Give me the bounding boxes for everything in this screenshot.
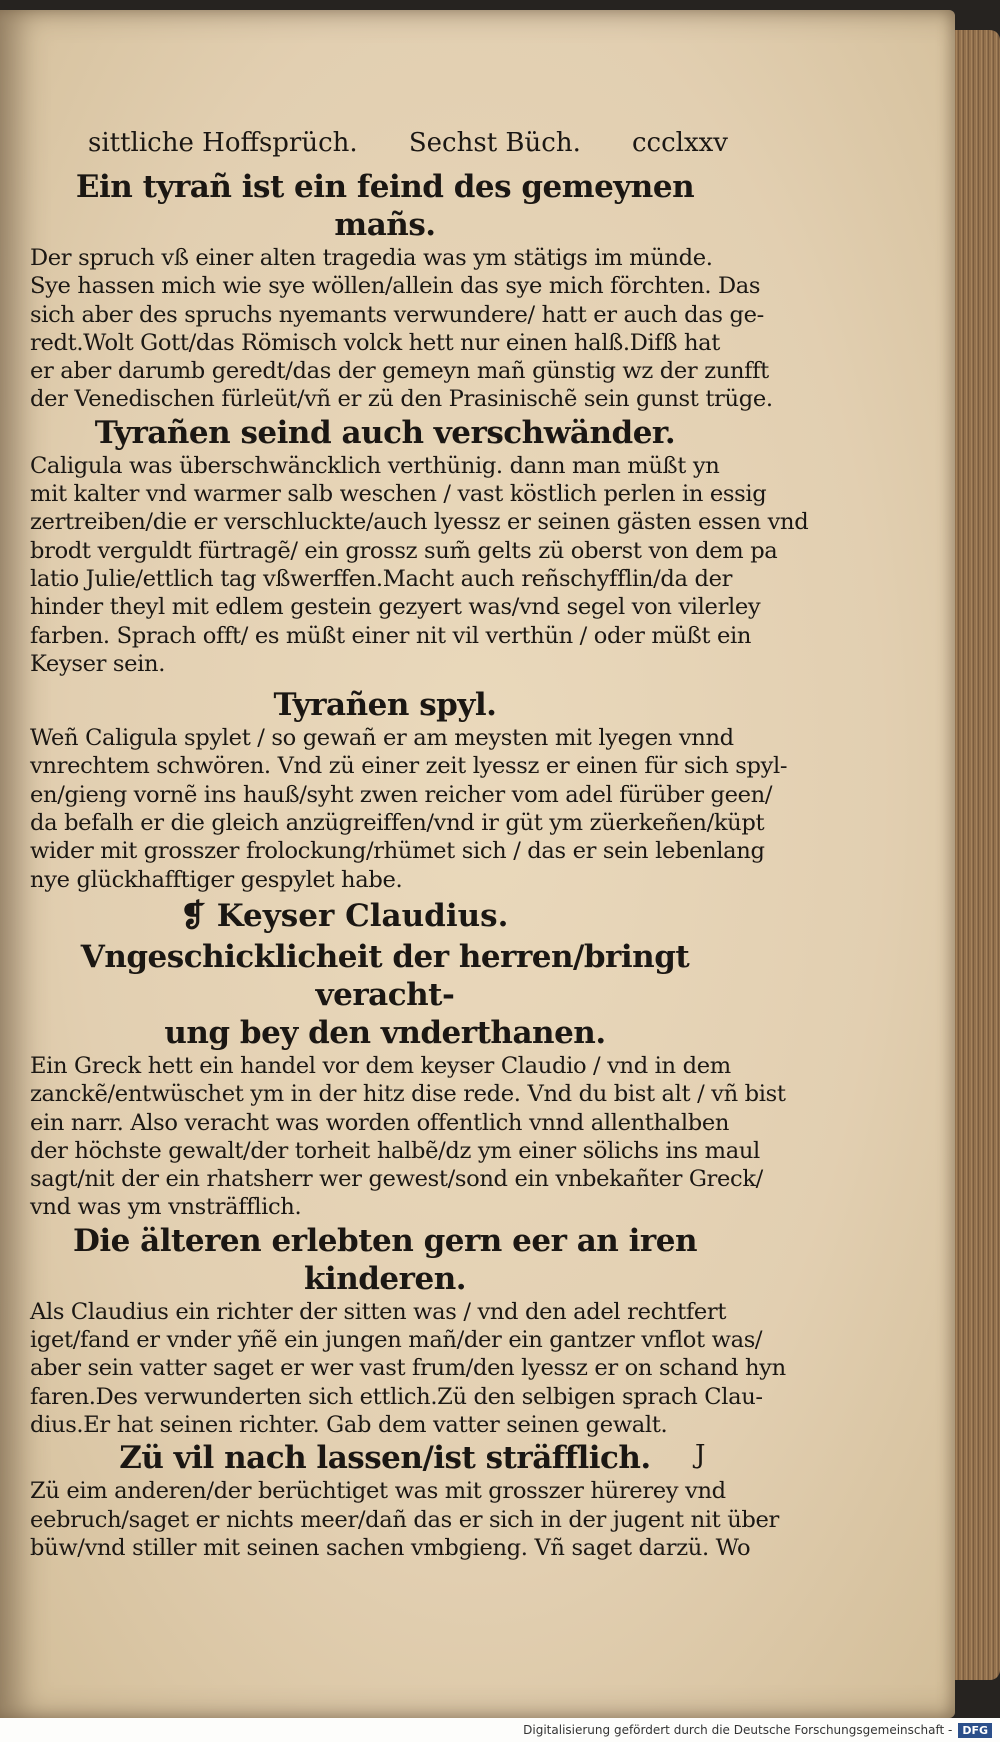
text-line: iget/fand er vnder yñẽ ein jungen mañ/der ein gantzer vnflot was/: [30, 1327, 763, 1354]
text-line: Sye hassen mich wie sye wöllen/allein das sye mich förchten. Das: [30, 273, 761, 300]
text-line: nye glückhafftiger gespylet habe.: [30, 866, 403, 893]
text-line: zertreiben/die er verschluckte/auch lyessz er seinen gästen essen vnd: [30, 509, 809, 536]
text-line: büw/vnd stiller mit seinen sachen vmbgieng. Vñ saget darzü. Wo: [30, 1534, 751, 1561]
text-line: der höchste gewalt/der torheit halbẽ/dz ym einer sölichs ins maul: [30, 1137, 760, 1164]
text-line: latio Julie/ettlich tag vßwerffen.Macht auch reñschyfflin/da der: [30, 565, 733, 592]
section-too-lenient: [30, 1439, 779, 1562]
text-line: brodt verguldt fürtragẽ/ ein grossz sum̃ gelts zü oberst von dem pa: [30, 537, 778, 564]
text-line: Als Claudius ein richter der sitten was / vnd den adel rechtfert: [30, 1298, 727, 1325]
running-head-center: Sechst Büch.: [408, 128, 581, 158]
text-line: eebruch/saget er nichts meer/dañ das er sich in der jugent nit über: [30, 1506, 779, 1533]
text-line: wider mit grosszer frolockung/rhümet sich / das er sein lebenlang: [30, 838, 765, 865]
section-heading: Tyrañen seind auch verschwänder.: [94, 414, 676, 451]
text-line: faren.Des verwunderten sich ettlich.Zü den selbigen sprach Clau-: [30, 1383, 763, 1410]
text-line: zanckẽ/entwüschet ym in der hitz dise rede. Vnd du bist alt / vñ bist: [30, 1081, 786, 1108]
paragraph: [30, 244, 773, 414]
paragraph: [30, 1052, 786, 1222]
running-head-left: sittliche Hoffsprüch.: [88, 128, 358, 158]
section-claudius: [30, 896, 786, 1222]
text-line: Weñ Caligula spylet / so gewañ er am meysten mit lyegen vnnd: [30, 725, 734, 752]
paragraph: [30, 1477, 779, 1562]
digitization-footer: [0, 1718, 1000, 1742]
text-block: [30, 128, 809, 1562]
running-head: [30, 128, 740, 168]
text-line: sich aber des spruchs nyemants verwundere/ hatt er auch das ge-: [30, 301, 764, 328]
section-tyrants-play: [30, 686, 788, 894]
text-line: vnd was ym vnsträfflich.: [30, 1194, 302, 1221]
text-line: aber sein vatter saget er wer vast frum/den lyessz er on schand hyn: [30, 1355, 786, 1382]
chapter-mark: ❡ Keyser Claudius.: [180, 897, 509, 934]
text-line: Der spruch vß einer alten tragedia was ym stätigs im münde.: [30, 245, 713, 271]
text-line: vnrechtem schwören. Vnd zü einer zeit lyessz er einen für sich spyl-: [30, 753, 788, 780]
section-tyrants-wasteful: [30, 414, 809, 678]
section-heading: Ein tyrañ ist ein feind des gemeynen mañs.: [75, 169, 695, 243]
text-line: mit kalter vnd warmer salb weschen / vast köstlich perlen in essig: [30, 481, 767, 508]
folio-number: ccclxxv: [631, 128, 728, 158]
text-line: en/gieng vornẽ ins hauß/syht zwen reicher vom adel fürüber geen/: [30, 781, 773, 808]
text-line: Zü eim anderen/der berüchtiget was mit grosszer hürerey vnd: [30, 1478, 726, 1505]
text-line: Caligula was überschwäncklich verthünig. dann man müßt yn: [30, 452, 720, 479]
text-line: sagt/nit der ein rhatsherr wer gewest/sond ein vnbekañter Greck/: [30, 1166, 763, 1193]
section-heading: Die älteren erlebten gern eer an iren kinderen.: [73, 1222, 697, 1297]
section-parents-honor: [30, 1222, 786, 1439]
signature-mark: J: [695, 1440, 706, 1470]
section-heading: Tyrañen spyl.: [273, 687, 497, 724]
text-line: redt.Wolt Gott/das Römisch volck hett nur einen halß.Difß hat: [30, 329, 721, 356]
paragraph: [30, 724, 788, 894]
text-line: Keyser sein.: [30, 650, 166, 677]
text-line: farben. Sprach offt/ es müßt einer nit vil verthün / oder müßt ein: [30, 622, 752, 649]
section-heading: Vngeschicklicheit der herren/bringt veracht-: [80, 938, 690, 1013]
text-line: der Venedischen fürleüt/vñ er zü den Prasinischẽ sein gunst trüge.: [30, 386, 773, 413]
text-line: hinder theyl mit edlem gestein gezyert was/vnd segel von vilerley: [30, 594, 761, 621]
text-line: Ein Greck hett ein handel vor dem keyser Claudio / vnd in dem: [30, 1052, 731, 1079]
section-heading: Zü vil nach lassen/ist sträfflich.: [119, 1440, 651, 1477]
paragraph: [30, 1298, 786, 1439]
book-page: [0, 10, 955, 1718]
text-line: er aber darumb geredt/das der gemeyn mañ günstig wz der zunfft: [30, 358, 769, 385]
dfg-logo-icon: DFG: [958, 1723, 992, 1738]
footer-credit: Digitalisierung gefördert durch die Deutsche Forschungsgemeinschaft -: [523, 1723, 953, 1737]
section-heading-continued: ung bey den vnderthanen.: [164, 1014, 606, 1051]
text-line: ein narr. Also veracht was worden offentlich vnnd allenthalben: [30, 1109, 730, 1136]
section-tyrant-enemy: [30, 168, 773, 414]
text-line: da befalh er die gleich anzügreiffen/vnd ir güt ym züerkeñen/küpt: [30, 810, 765, 837]
book-page-edges: [950, 30, 1000, 1680]
text-line: dius.Er hat seinen richter. Gab dem vatter seinen gewalt.: [30, 1411, 668, 1438]
paragraph: [30, 452, 809, 678]
